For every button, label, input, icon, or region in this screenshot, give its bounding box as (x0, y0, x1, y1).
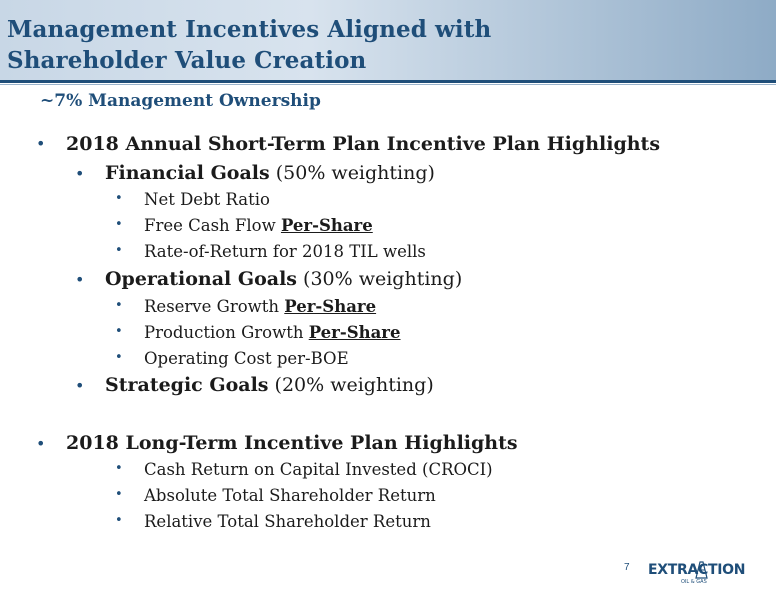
list-item (144, 297, 376, 316)
logo-wordmark: EXTRACTION (648, 562, 746, 578)
operational-goals-weight: (30% weighting) (297, 268, 463, 290)
bullet: • (115, 461, 123, 476)
list-item (144, 323, 401, 342)
strategic-goals-label: Strategic Goals (105, 374, 269, 396)
operational-goals (105, 268, 462, 290)
bullet: • (75, 270, 85, 289)
financial-goals-label: Financial Goals (105, 162, 270, 184)
per-share-emphasis: Per-Share (280, 216, 373, 235)
bullet: • (75, 376, 85, 395)
header-divider-thin (0, 84, 776, 85)
title-line-1: Management Incentives Aligned with (7, 16, 492, 43)
list-item: Net Debt Ratio (144, 190, 270, 209)
title-line-2: Shareholder Value Creation (7, 47, 367, 74)
bullet: • (36, 434, 46, 453)
list-item: Relative Total Shareholder Return (144, 512, 431, 531)
strategic-goals-weight: (20% weighting) (268, 374, 434, 396)
bullet: • (115, 243, 123, 258)
bullet: • (36, 134, 46, 153)
bullet: • (115, 350, 123, 365)
list-item-text: Free Cash Flow (144, 216, 281, 235)
page-number: 7 (624, 562, 630, 573)
long-term-plan-heading: 2018 Long-Term Incentive Plan Highlights (66, 432, 518, 454)
list-item: Operating Cost per-BOE (144, 349, 349, 368)
bullet: • (115, 191, 123, 206)
annual-plan-heading: 2018 Annual Short-Term Plan Incentive Plan Highlights (66, 133, 661, 155)
list-item-text: Reserve Growth (144, 297, 285, 316)
financial-goals-weight: (50% weighting) (269, 162, 435, 184)
list-item: Cash Return on Capital Invested (CROCI) (144, 460, 493, 479)
financial-goals (105, 162, 435, 184)
bullet: • (115, 324, 123, 339)
bullet: • (115, 513, 123, 528)
slide-title (7, 14, 491, 76)
bullet: • (115, 487, 123, 502)
per-share-emphasis: Per-Share (284, 297, 377, 316)
subtitle: ~7% Management Ownership (40, 91, 321, 111)
bullet: • (75, 164, 85, 183)
strategic-goals (105, 374, 434, 396)
list-item (144, 216, 373, 235)
bullet: • (115, 217, 123, 232)
per-share-emphasis: Per-Share (308, 323, 401, 342)
header-divider (0, 80, 776, 83)
bullet: • (115, 298, 123, 313)
company-logo (648, 561, 744, 591)
list-item: Rate-of-Return for 2018 TIL wells (144, 242, 426, 261)
list-item-text: Production Growth (144, 323, 309, 342)
operational-goals-label: Operational Goals (105, 268, 297, 290)
list-item: Absolute Total Shareholder Return (144, 486, 436, 505)
logo-tagline: OIL & GAS (681, 579, 707, 585)
